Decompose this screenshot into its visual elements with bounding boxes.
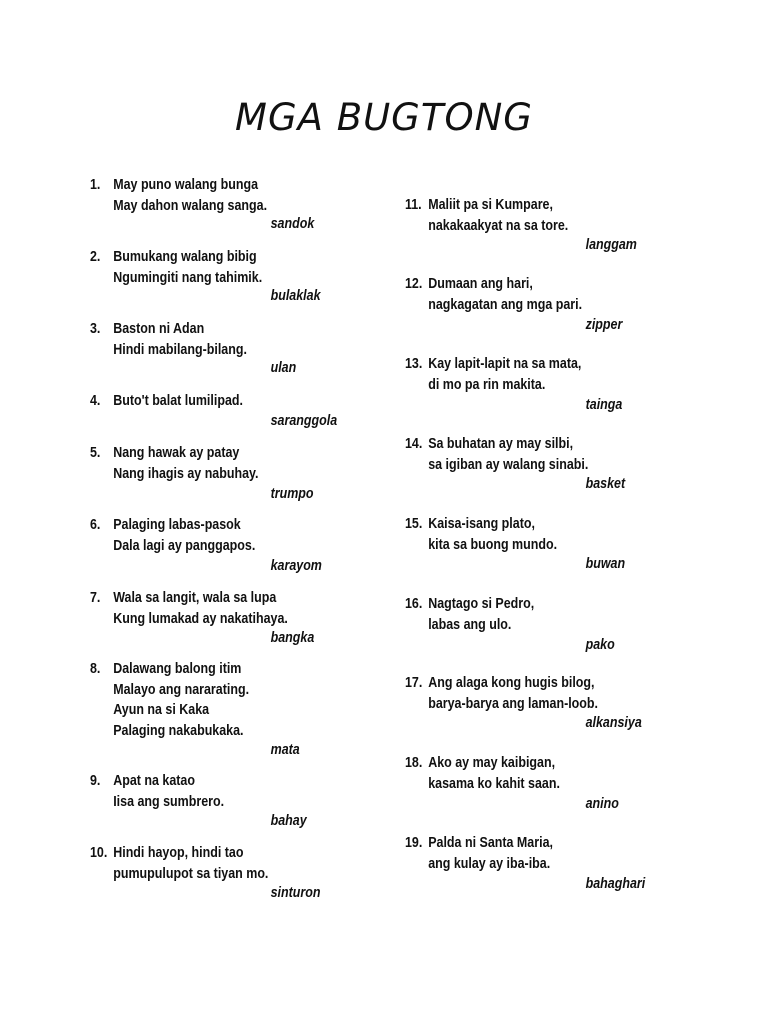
riddle-number: 9. bbox=[90, 773, 101, 789]
riddle-line: Dalawang balong itim bbox=[113, 661, 242, 677]
riddle-line: Ang alaga kong hugis bilog, bbox=[428, 675, 595, 691]
riddle-line: nagkagatan ang mga pari. bbox=[428, 296, 583, 313]
riddle-line: Maliit pa si Kumpare, bbox=[428, 197, 553, 213]
riddle-answer: saranggola bbox=[270, 413, 338, 429]
riddle-line: nakakaakyat na sa tore. bbox=[428, 217, 569, 234]
riddle-number: 12. bbox=[405, 276, 423, 292]
riddle-number: 14. bbox=[405, 436, 423, 452]
riddle-answer: alkansiya bbox=[585, 715, 642, 731]
riddle-number: 6. bbox=[90, 517, 101, 533]
riddle-line: Kay lapit-lapit na sa mata, bbox=[428, 356, 582, 372]
riddle-number: 15. bbox=[405, 516, 423, 532]
riddle-line: Ngumingiti nang tahimik. bbox=[113, 269, 263, 286]
riddle-answer: pako bbox=[585, 637, 615, 653]
riddle-answer: sinturon bbox=[270, 885, 321, 901]
riddle-line: Hindi mabilang-bilang. bbox=[113, 341, 247, 358]
riddle-answer: zipper bbox=[585, 317, 623, 333]
riddle-line: Nang hawak ay patay bbox=[113, 445, 240, 461]
riddle-answer: tainga bbox=[585, 397, 623, 413]
riddle-line: sa igiban ay walang sinabi. bbox=[428, 456, 589, 473]
riddle-number: 4. bbox=[90, 393, 101, 409]
riddle-number: 19. bbox=[405, 835, 423, 851]
riddle-line: Palaging nakabukaka. bbox=[113, 722, 244, 739]
riddle-line: labas ang ulo. bbox=[428, 616, 512, 633]
riddle-answer: bahaghari bbox=[585, 876, 646, 892]
riddle-number: 8. bbox=[90, 661, 101, 677]
riddle-line: May dahon walang sanga. bbox=[113, 197, 268, 214]
riddle-line: Nang ihagis ay nabuhay. bbox=[113, 465, 259, 482]
riddle-number: 2. bbox=[90, 249, 101, 265]
riddle-answer: karayom bbox=[270, 558, 322, 574]
riddle-number: 17. bbox=[405, 675, 423, 691]
riddle-line: Dala lagi ay panggapos. bbox=[113, 537, 256, 554]
riddle-line: kita sa buong mundo. bbox=[428, 536, 558, 553]
riddle-answer: bulaklak bbox=[270, 288, 321, 304]
riddle-line: May puno walang bunga bbox=[113, 177, 259, 193]
riddle-number: 3. bbox=[90, 321, 101, 337]
riddle-line: Iisa ang sumbrero. bbox=[113, 793, 225, 810]
page-title: MGA BUGTONG bbox=[235, 96, 533, 139]
riddle-number: 18. bbox=[405, 755, 423, 771]
riddle-line: Malayo ang nararating. bbox=[113, 681, 250, 698]
riddle-line: Baston ni Adan bbox=[113, 321, 205, 337]
riddle-line: Buto't balat lumilipad. bbox=[113, 393, 243, 409]
riddle-answer: basket bbox=[585, 476, 626, 492]
riddle-line: Sa buhatan ay may silbi, bbox=[428, 436, 574, 452]
riddle-number: 5. bbox=[90, 445, 101, 461]
riddle-number: 10. bbox=[90, 845, 108, 861]
riddle-line: Nagtago si Pedro, bbox=[428, 596, 535, 612]
riddle-answer: bangka bbox=[270, 630, 315, 646]
riddle-line: Bumukang walang bibig bbox=[113, 249, 257, 265]
riddle-answer: mata bbox=[270, 742, 300, 758]
riddle-line: Wala sa langit, wala sa lupa bbox=[113, 590, 277, 606]
riddle-line: ang kulay ay iba-iba. bbox=[428, 855, 551, 872]
riddle-line: Kung lumakad ay nakatihaya. bbox=[113, 610, 288, 627]
riddle-answer: bahay bbox=[270, 813, 307, 829]
riddle-line: Dumaan ang hari, bbox=[428, 276, 533, 292]
riddle-answer: ulan bbox=[270, 360, 297, 376]
riddle-number: 13. bbox=[405, 356, 423, 372]
riddle-line: Palaging labas-pasok bbox=[113, 517, 241, 533]
riddle-line: pumupulupot sa tiyan mo. bbox=[113, 865, 269, 882]
riddle-line: Hindi hayop, hindi tao bbox=[113, 845, 244, 861]
riddle-answer: trumpo bbox=[270, 486, 314, 502]
riddle-number: 16. bbox=[405, 596, 423, 612]
riddle-line: Apat na katao bbox=[113, 773, 196, 789]
riddle-number: 7. bbox=[90, 590, 101, 606]
riddle-answer: langgam bbox=[585, 237, 637, 253]
riddle-line: Kaisa-isang plato, bbox=[428, 516, 535, 532]
riddle-line: di mo pa rin makita. bbox=[428, 376, 546, 393]
riddle-number: 1. bbox=[90, 177, 101, 193]
riddle-line: Palda ni Santa Maria, bbox=[428, 835, 553, 851]
riddle-answer: anino bbox=[585, 796, 619, 812]
riddle-line: kasama ko kahit saan. bbox=[428, 775, 560, 792]
riddle-line: barya-barya ang laman-loob. bbox=[428, 695, 599, 712]
riddle-line: Ayun na si Kaka bbox=[113, 702, 210, 718]
riddle-answer: sandok bbox=[270, 216, 315, 232]
riddle-line: Ako ay may kaibigan, bbox=[428, 755, 556, 771]
riddle-number: 11. bbox=[405, 197, 422, 213]
riddle-answer: buwan bbox=[585, 556, 626, 572]
